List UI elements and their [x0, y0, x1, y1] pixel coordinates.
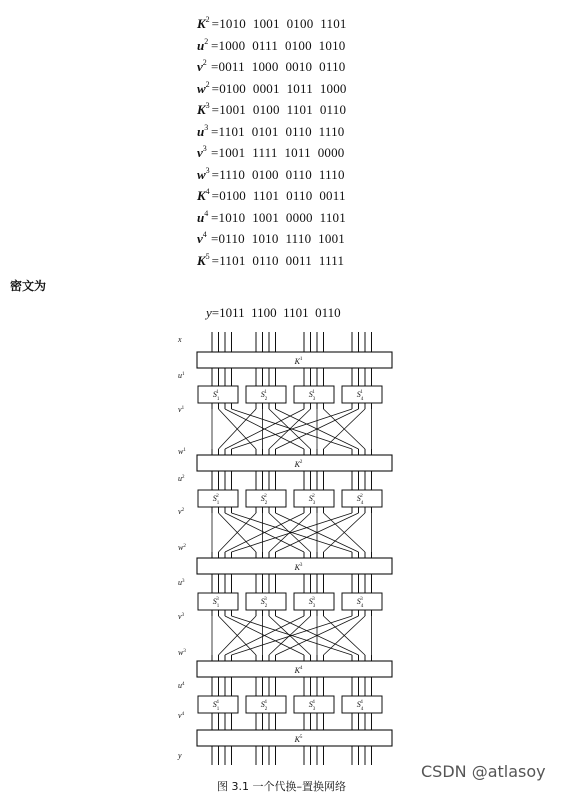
equation-variable: $K^5$	[197, 251, 210, 268]
sbox-label: $S_32$	[308, 494, 316, 506]
sbox-label: $S_21$	[260, 390, 268, 402]
sbox-label: $S_43$	[356, 597, 364, 609]
key-label: $K^2$	[294, 460, 303, 469]
equation-value: =1001 0100 1101 0110	[211, 102, 347, 117]
ciphertext-value: =1011 1100 1101 0110	[211, 305, 341, 320]
equation-value: =1101 0110 0011 1111	[211, 252, 345, 268]
equation-value: =0011 1000 0010 0110	[211, 59, 346, 74]
key-label: $K^1$	[294, 357, 303, 366]
equation-value: =1010 1001 0000 1101	[211, 209, 346, 225]
equation-row	[197, 184, 346, 204]
equation-value: =1101 0101 0110 1110	[211, 123, 345, 139]
equation-value: =1010 1001 0100 1101	[211, 16, 347, 31]
equation-row	[197, 206, 346, 226]
sbox-label: $S_42$	[356, 494, 364, 506]
equation-variable: $v^2$	[197, 58, 207, 74]
row-label: $w^1$	[178, 447, 186, 456]
equation-variable: $w^2$	[197, 79, 210, 96]
ciphertext-var: y	[206, 305, 212, 320]
equation-row	[197, 249, 344, 269]
ciphertext-label: 密文为	[10, 279, 47, 293]
equation-row	[197, 77, 347, 97]
sbox-label: $S_41$	[356, 390, 364, 402]
row-label: x	[178, 335, 182, 344]
equation-variable: $K^4$	[197, 187, 210, 203]
key-label: $K^5$	[294, 735, 303, 744]
equation-value: =0100 1101 0110 0011	[211, 188, 346, 203]
row-label: $v^3$	[178, 612, 185, 621]
row-label: $u^3$	[178, 578, 185, 587]
sbox-label: $S_33$	[308, 597, 316, 609]
equation-value: =1000 0111 0100 1010	[211, 37, 346, 53]
figure-caption: 图 3.1 一个代换–置换网络	[217, 780, 346, 793]
sbox-label: $S_23$	[260, 597, 268, 609]
equation-value: =1001 1111 1011 0000	[211, 145, 345, 160]
equation-variable: $K^2$	[197, 15, 210, 31]
equation-value: =0100 0001 1011 1000	[211, 80, 347, 96]
equation-row	[197, 12, 347, 32]
equation-variable: $u^2$	[197, 36, 209, 53]
key-label: $K^4$	[294, 666, 303, 675]
sbox-label: $S_34$	[308, 700, 316, 712]
watermark: CSDN @atlasoy	[421, 762, 546, 781]
equation-variable: $w^3$	[197, 165, 210, 182]
sbox-label: $S_44$	[356, 700, 364, 712]
equation-row	[197, 141, 345, 161]
row-label: $u^2$	[178, 474, 185, 483]
key-label: $K^3$	[294, 563, 303, 572]
equation-variable: $u^4$	[197, 208, 209, 225]
row-label: $v^2$	[178, 507, 185, 516]
equation-variable: $v^3$	[197, 144, 207, 160]
row-label: $w^2$	[178, 543, 186, 552]
row-label: $u^1$	[178, 371, 185, 380]
sbox-label: $S_22$	[260, 494, 268, 506]
equation-row	[197, 120, 345, 140]
equation-value: =0110 1010 1110 1001	[211, 231, 345, 246]
row-label: $u^4$	[178, 681, 185, 690]
equation-value: =1110 0100 0110 1110	[211, 166, 345, 182]
equation-row	[197, 163, 345, 183]
row-label: $v^1$	[178, 405, 185, 414]
equation-variable: $u^3$	[197, 122, 209, 139]
sbox-label: $S_12$	[212, 494, 220, 506]
sbox-label: $S_11$	[212, 390, 220, 402]
sbox-label: $S_24$	[260, 700, 268, 712]
equation-row	[197, 55, 345, 75]
equation-row	[197, 227, 345, 247]
sbox-label: $S_31$	[308, 390, 316, 402]
sbox-label: $S_13$	[212, 597, 220, 609]
sbox-label: $S_14$	[212, 700, 220, 712]
row-label: y	[178, 751, 182, 760]
row-label: $v^4$	[178, 711, 185, 720]
spn-diagram	[0, 330, 573, 770]
row-label: $w^3$	[178, 648, 186, 657]
equation-row	[197, 34, 345, 54]
equation-row	[197, 98, 346, 118]
ciphertext-equation	[206, 305, 341, 321]
equation-variable: $K^3$	[197, 101, 210, 117]
equation-variable: $v^4$	[197, 230, 207, 246]
